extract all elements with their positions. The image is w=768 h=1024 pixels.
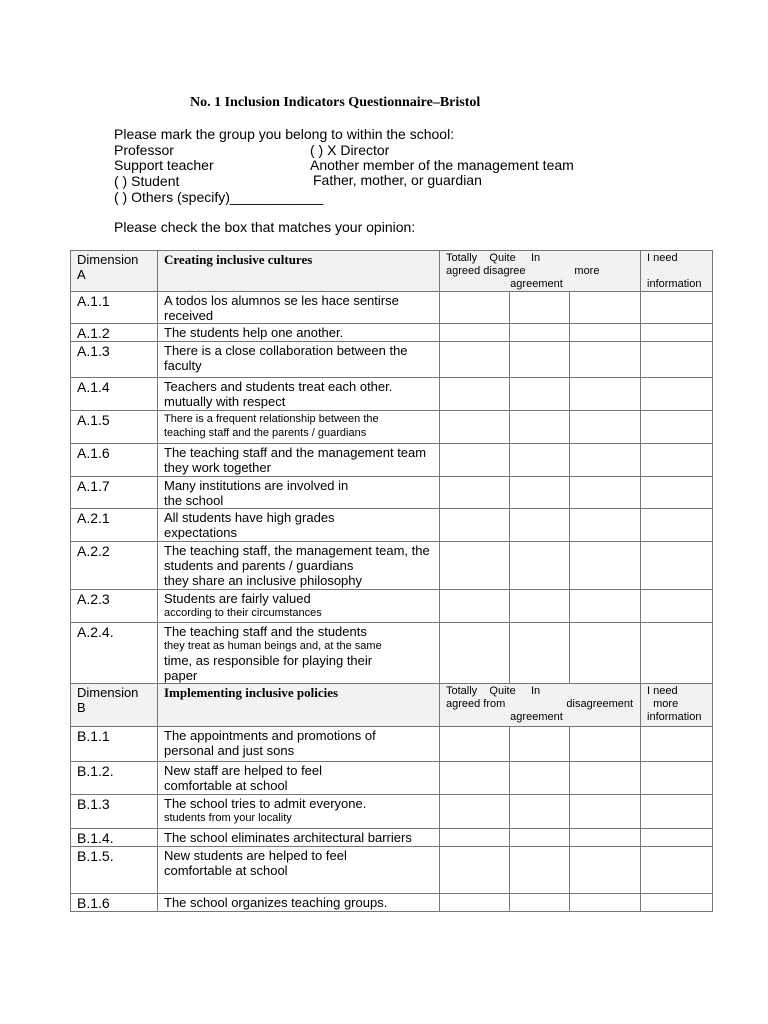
- question-text-line: The school organizes teaching groups.: [164, 895, 388, 910]
- question-code: B.1.3: [71, 795, 158, 829]
- answer-checkbox[interactable]: [570, 411, 641, 444]
- question-text: [158, 342, 440, 378]
- answer-checkbox[interactable]: [440, 894, 510, 912]
- group-prompt: Please mark the group you belong to within the school:: [114, 126, 455, 142]
- dimension-title-text: Implementing inclusive policies: [164, 685, 339, 700]
- option-management-member: Another member of the management team: [310, 157, 574, 173]
- answer-checkbox[interactable]: [440, 727, 510, 762]
- answer-checkbox[interactable]: [570, 847, 641, 894]
- answer-checkbox[interactable]: [510, 762, 570, 795]
- dimension-title: [158, 251, 440, 292]
- question-text: [158, 795, 440, 829]
- question-row: [71, 292, 713, 324]
- rating-scale-line: Totally Quite In: [446, 685, 541, 697]
- question-text: [158, 623, 440, 684]
- question-text-line: expectations: [164, 525, 237, 540]
- answer-checkbox[interactable]: [510, 324, 570, 342]
- answer-checkbox[interactable]: [570, 894, 641, 912]
- need-information-line: I need: [647, 685, 678, 697]
- question-text-line: comfortable at school: [164, 778, 288, 793]
- question-row: [71, 378, 713, 411]
- option-support-teacher: Support teacher: [114, 157, 214, 173]
- need-information-header: [641, 684, 713, 727]
- question-code: A.1.1: [71, 292, 158, 324]
- question-text-line: the school: [164, 493, 224, 508]
- question-row: [71, 411, 713, 444]
- question-text: [158, 542, 440, 590]
- answer-checkbox[interactable]: [440, 829, 510, 847]
- question-text-line: New students are helped to feel: [164, 848, 347, 863]
- question-code: B.1.5.: [71, 847, 158, 894]
- answer-checkbox[interactable]: [510, 292, 570, 324]
- question-text-line: comfortable at school: [164, 863, 288, 878]
- question-text: [158, 292, 440, 324]
- rating-scale-line: agreed disagree more: [446, 265, 600, 277]
- answer-checkbox[interactable]: [641, 324, 713, 342]
- question-row: [71, 894, 713, 912]
- question-code: A.1.5: [71, 411, 158, 444]
- answer-checkbox[interactable]: [440, 623, 510, 684]
- need-information-line: more: [647, 698, 679, 710]
- question-text-line: Teachers and students treat each other.: [164, 379, 393, 394]
- answer-checkbox[interactable]: [641, 762, 713, 795]
- answer-checkbox[interactable]: [510, 795, 570, 829]
- question-text-line: they work together: [164, 460, 271, 475]
- question-text-line: New staff are helped to feel: [164, 763, 323, 778]
- dimension-title-text: Creating inclusive cultures: [164, 252, 313, 267]
- answer-checkbox[interactable]: [440, 324, 510, 342]
- document-title: No. 1 Inclusion Indicators Questionnaire–Bristol: [190, 95, 481, 110]
- question-code: A.1.4: [71, 378, 158, 411]
- answer-checkbox[interactable]: [570, 762, 641, 795]
- rating-scale-line: Totally Quite In: [446, 252, 541, 264]
- answer-checkbox[interactable]: [570, 292, 641, 324]
- question-text-line: The school eliminates architectural barriers: [164, 830, 412, 845]
- answer-checkbox[interactable]: [641, 444, 713, 477]
- question-code: A.1.7: [71, 477, 158, 509]
- option-director: ( ) X Director: [310, 142, 390, 158]
- question-code: A.2.1: [71, 509, 158, 542]
- question-row: [71, 762, 713, 795]
- questionnaire-table: [70, 250, 713, 912]
- answer-checkbox[interactable]: [440, 342, 510, 378]
- question-code: A.1.2: [71, 324, 158, 342]
- question-text-line: they share an inclusive philosophy: [164, 573, 363, 588]
- option-student: ( ) Student: [114, 173, 180, 189]
- question-row: [71, 444, 713, 477]
- dimension-label-text: B: [77, 700, 86, 715]
- question-text-line: Students are fairly valued: [164, 591, 311, 606]
- question-text: [158, 590, 440, 623]
- question-code: B.1.1: [71, 727, 158, 762]
- answer-checkbox[interactable]: [641, 292, 713, 324]
- question-text: [158, 411, 440, 444]
- question-text: [158, 894, 440, 912]
- question-text: [158, 444, 440, 477]
- question-code: B.1.4.: [71, 829, 158, 847]
- answer-checkbox[interactable]: [641, 590, 713, 623]
- question-row: [71, 324, 713, 342]
- answer-checkbox[interactable]: [510, 542, 570, 590]
- question-text-line: mutually with respect: [164, 394, 286, 409]
- answer-checkbox[interactable]: [510, 623, 570, 684]
- answer-checkbox[interactable]: [510, 411, 570, 444]
- question-text-line: The appointments and promotions of: [164, 728, 376, 743]
- question-code: A.2.4.: [71, 623, 158, 684]
- dimension-title: [158, 684, 440, 727]
- answer-checkbox[interactable]: [510, 590, 570, 623]
- need-information-line: [647, 265, 706, 278]
- answer-checkbox[interactable]: [570, 324, 641, 342]
- question-text-line: There is a close collaboration between the: [164, 343, 408, 358]
- answer-checkbox[interactable]: [440, 292, 510, 324]
- answer-checkbox[interactable]: [570, 590, 641, 623]
- question-text-line: The teaching staff, the management team, the: [164, 543, 430, 558]
- answer-checkbox[interactable]: [641, 894, 713, 912]
- question-text: [158, 324, 440, 342]
- question-row: [71, 342, 713, 378]
- question-text-line: they treat as human beings and, at the same: [164, 640, 382, 652]
- question-row: [71, 509, 713, 542]
- answer-checkbox[interactable]: [440, 444, 510, 477]
- question-row: [71, 847, 713, 894]
- question-text-line: personal and just sons: [164, 743, 295, 758]
- answer-checkbox[interactable]: [641, 795, 713, 829]
- question-row: [71, 477, 713, 509]
- question-text-line: The teaching staff and the management team: [164, 445, 427, 460]
- option-professor: Professor: [114, 142, 174, 158]
- question-code: B.1.6: [71, 894, 158, 912]
- answer-checkbox[interactable]: [641, 623, 713, 684]
- answer-checkbox[interactable]: [510, 477, 570, 509]
- rating-scale-line: agreement: [446, 278, 563, 290]
- answer-checkbox[interactable]: [440, 762, 510, 795]
- answer-checkbox[interactable]: [641, 509, 713, 542]
- dimension-a-header-row: [71, 251, 713, 292]
- answer-checkbox[interactable]: [440, 411, 510, 444]
- answer-checkbox[interactable]: [570, 623, 641, 684]
- question-text-line: All students have high grades: [164, 510, 335, 525]
- need-information-header: [641, 251, 713, 292]
- question-text-line: students and parents / guardians: [164, 558, 354, 573]
- question-row: [71, 829, 713, 847]
- question-text-line: received: [164, 308, 214, 323]
- answer-checkbox[interactable]: [510, 829, 570, 847]
- question-text-line: paper: [164, 668, 198, 683]
- answer-checkbox[interactable]: [440, 847, 510, 894]
- answer-checkbox[interactable]: [641, 342, 713, 378]
- need-information-line: I need: [647, 252, 678, 264]
- answer-checkbox[interactable]: [641, 727, 713, 762]
- rating-scale-header: [440, 251, 641, 292]
- question-text: [158, 847, 440, 894]
- question-text: [158, 477, 440, 509]
- answer-checkbox[interactable]: [440, 795, 510, 829]
- need-information-line: information: [647, 711, 702, 723]
- answer-checkbox[interactable]: [641, 829, 713, 847]
- question-text-line: The teaching staff and the students: [164, 624, 367, 639]
- question-text-line: The students help one another.: [164, 325, 344, 340]
- answer-checkbox[interactable]: [641, 378, 713, 411]
- dimension-label: [71, 251, 158, 292]
- answer-checkbox[interactable]: [570, 477, 641, 509]
- question-row: [71, 727, 713, 762]
- answer-checkbox[interactable]: [440, 590, 510, 623]
- answer-checkbox[interactable]: [440, 509, 510, 542]
- question-text: [158, 762, 440, 795]
- answer-checkbox[interactable]: [570, 444, 641, 477]
- question-text-line: The school tries to admit everyone.: [164, 796, 367, 811]
- question-text-line: students from your locality: [164, 812, 292, 824]
- dimension-label: [71, 684, 158, 727]
- answer-checkbox[interactable]: [570, 727, 641, 762]
- answer-checkbox[interactable]: [570, 378, 641, 411]
- answer-checkbox[interactable]: [570, 542, 641, 590]
- question-row: [71, 795, 713, 829]
- question-code: A.1.6: [71, 444, 158, 477]
- answer-checkbox[interactable]: [510, 378, 570, 411]
- dimension-label-text: Dimension: [77, 685, 139, 700]
- dimension-label-text: Dimension: [77, 252, 139, 267]
- answer-checkbox[interactable]: [641, 542, 713, 590]
- question-row: [71, 590, 713, 623]
- answer-checkbox[interactable]: [510, 444, 570, 477]
- answer-checkbox[interactable]: [641, 477, 713, 509]
- answer-checkbox[interactable]: [570, 795, 641, 829]
- answer-checkbox[interactable]: [510, 847, 570, 894]
- question-text: [158, 509, 440, 542]
- option-others: ( ) Others (specify)____________: [114, 189, 324, 205]
- answer-checkbox[interactable]: [440, 378, 510, 411]
- question-code: A.2.3: [71, 590, 158, 623]
- question-text-line: time, as responsible for playing their: [164, 653, 373, 668]
- question-code: A.2.2: [71, 542, 158, 590]
- question-text-line: Many institutions are involved in: [164, 478, 349, 493]
- rating-scale-header: [440, 684, 641, 727]
- answer-checkbox[interactable]: [570, 829, 641, 847]
- question-code: B.1.2.: [71, 762, 158, 795]
- answer-checkbox[interactable]: [440, 542, 510, 590]
- need-information-line: information: [647, 278, 702, 290]
- answer-checkbox[interactable]: [641, 411, 713, 444]
- answer-checkbox[interactable]: [510, 727, 570, 762]
- question-text-line: faculty: [164, 358, 202, 373]
- answer-checkbox[interactable]: [510, 894, 570, 912]
- check-prompt: Please check the box that matches your opinion:: [114, 219, 416, 235]
- question-code: A.1.3: [71, 342, 158, 378]
- question-row: [71, 623, 713, 684]
- option-parent-guardian: Father, mother, or guardian: [313, 172, 482, 188]
- question-text-line: according to their circumstances: [164, 607, 322, 619]
- question-text-line: There is a frequent relationship between the: [164, 413, 379, 425]
- rating-scale-line: agreement: [446, 711, 563, 723]
- question-text: [158, 829, 440, 847]
- answer-checkbox[interactable]: [440, 477, 510, 509]
- question-row: [71, 542, 713, 590]
- answer-checkbox[interactable]: [570, 342, 641, 378]
- rating-scale-line: agreed from disagreement: [446, 698, 634, 710]
- answer-checkbox[interactable]: [510, 509, 570, 542]
- question-text-line: A todos los alumnos se les hace sentirse: [164, 293, 399, 308]
- answer-checkbox[interactable]: [570, 509, 641, 542]
- answer-checkbox[interactable]: [510, 342, 570, 378]
- question-text: [158, 378, 440, 411]
- question-text: [158, 727, 440, 762]
- dimension-b-header-row: [71, 684, 713, 727]
- dimension-label-text: A: [77, 267, 86, 282]
- question-text-line: teaching staff and the parents / guardians: [164, 427, 367, 439]
- answer-checkbox[interactable]: [641, 847, 713, 894]
